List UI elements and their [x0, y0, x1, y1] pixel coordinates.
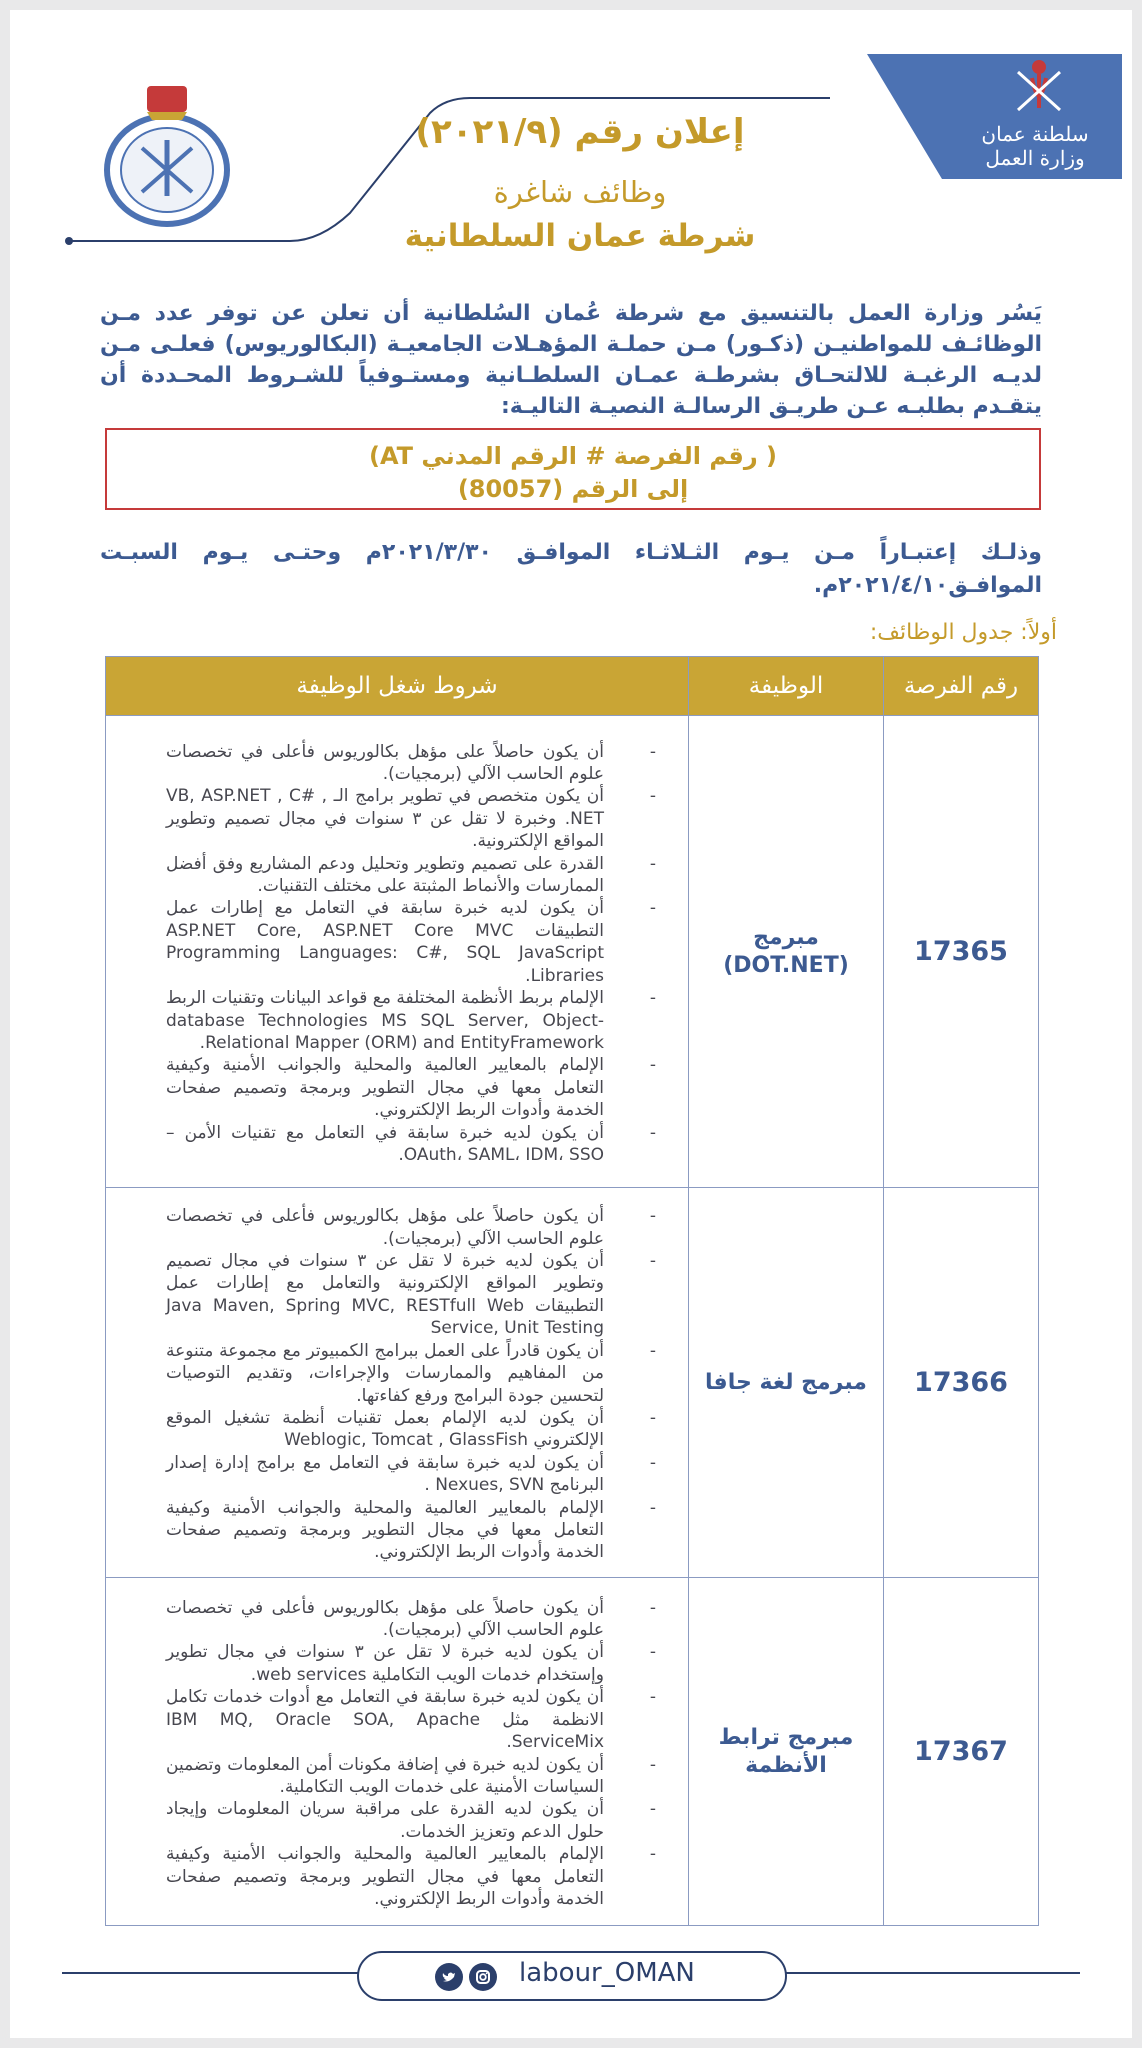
- job-requirements: [106, 716, 689, 1188]
- social-handle-pill[interactable]: [357, 1951, 787, 2001]
- requirement-item: - أن يكون متخصص في تطوير برامج الـ VB, ASP.NET , C# , .NET وخبرة لا تقل عن ٣ سنوات في مجال تصميم وتطوير المواقع الإلكترونية.: [166, 785, 626, 852]
- requirement-item: - أن يكون لديه خبرة سابقة في التعامل مع إطارات عمل التطبيقات ASP.NET Core, ASP.NET Core MVC Programming Languages: C#, SQL JavaScript Libraries.: [166, 897, 626, 987]
- requirement-item: - الإلمام بالمعايير العالمية والمحلية والجوانب الأمنية وكيفية التعامل معها في مجال التطوير وبرمجة وتصميم صفحات الخدمة وأدوات الربط الإلكتروني.: [166, 1054, 626, 1121]
- requirement-item: - أن يكون قادراً على العمل ببرامج الكمبيوتر مع مجموعة متنوعة من المفاهيم والممارسات والإجراءات، وتقديم التوصيات لتحسين جودة البرامج ورفع كفاءتها.: [166, 1340, 626, 1407]
- table-row: [106, 1188, 1039, 1578]
- opportunity-number: 17366: [884, 1188, 1039, 1578]
- requirement-item: - أن يكون لديه خبرة لا تقل عن ٣ سنوات في مجال تصميم وتطوير المواقع الإلكترونية والتعامل مع إطارات عمل التطبيقات Java Maven, Spring MVC, RESTfull Web Service, Unit Testing: [166, 1250, 626, 1340]
- requirement-item: - أن يكون لديه خبرة لا تقل عن ٣ سنوات في مجال تطوير وإستخدام خدمات الويب التكاملية web services.: [166, 1641, 626, 1686]
- requirement-item: - أن يكون لديه الإلمام بعمل تقنيات أنظمة تشغيل الموقع الإلكتروني Weblogic, Tomcat , GlassFish: [166, 1407, 626, 1452]
- requirement-item: - أن يكون لديه خبرة سابقة في التعامل مع أدوات خدمات تكامل الانظمة مثل IBM MQ, Oracle SOA, Apache ServiceMix.: [166, 1686, 626, 1753]
- ministry-name: سلطنة عمان وزارة العمل: [981, 122, 1089, 170]
- sms-number: إلى الرقم (80057): [457, 475, 689, 503]
- requirement-item: - الإلمام بالمعايير العالمية والمحلية والجوانب الأمنية وكيفية التعامل معها في مجال التطوير وبرمجة وتصميم صفحات الخدمة وأدوات الربط الإلكتروني.: [166, 1497, 626, 1564]
- header-opportunity-number: رقم الفرصة: [884, 657, 1039, 716]
- requirement-item: - أن يكون لديه خبرة في إضافة مكونات أمن المعلومات وتضمين السياسات الأمنية على خدمات الويب التكاملية.: [166, 1754, 626, 1799]
- requirement-item: - أن يكون لديه القدرة على مراقبة سريان المعلومات وإيجاد حلول الدعم وتعزيز الخدمات.: [166, 1798, 626, 1843]
- header-requirements: شروط شغل الوظيفة: [106, 657, 689, 716]
- instagram-icon[interactable]: [469, 1963, 497, 1991]
- job-title: مبرمج (DOT.NET): [689, 716, 884, 1188]
- job-title: مبرمج ترابط الأنظمة: [689, 1578, 884, 1926]
- header-job: الوظيفة: [689, 657, 884, 716]
- table-header-row: [106, 657, 1039, 716]
- sms-instruction-box: [105, 428, 1041, 510]
- requirement-item: - أن يكون حاصلاً على مؤهل بكالوريوس فأعلى في تخصصات علوم الحاسب الآلي (برمجيات).: [166, 741, 626, 786]
- social-handle[interactable]: labour_OMAN: [519, 1958, 695, 1988]
- police-emblem-icon: [92, 78, 242, 228]
- announcement-title: إعلان رقم (٢٠٢١/٩): [415, 112, 745, 152]
- requirement-item: - أن يكون لديه خبرة سابقة في التعامل مع برامج إدارة إصدار البرنامج Nexues, SVN .: [166, 1452, 626, 1497]
- jobs-table-heading: أولاً: جدول الوظائف:: [869, 620, 1057, 645]
- organization-name: شرطة عمان السلطانية: [404, 218, 756, 254]
- requirement-item: - القدرة على تصميم وتطوير وتحليل ودعم المشاريع وفق أفضل الممارسات والأنماط المثبتة على مختلف التقنيات.: [166, 853, 626, 898]
- requirement-item: - أن يكون حاصلاً على مؤهل بكالوريوس فأعلى في تخصصات علوم الحاسب الآلي (برمجيات).: [166, 1597, 626, 1642]
- requirement-item: - أن يكون حاصلاً على مؤهل بكالوريوس فأعلى في تخصصات علوم الحاسب الآلي (برمجيات).: [166, 1205, 626, 1250]
- intro-paragraph: يَسُر وزارة العمل بالتنسيق مع شرطة عُمان السُلطانية أن تعلن عن توفر عدد مـن الوظائـف للمواطنيـن (ذكـور) مـن حملـة المؤهـلات الجامعيـة (البكالوريوس) فعلـى مـن لديـه الرغبـة للالتحـاق بشرطـة عمـان السلطـانية ومستـوفياً للشـروط المحـددة أن يتقـدم بطلبـه عـن طريـق الرسالـة النصيـة التاليـة:: [100, 301, 1042, 419]
- requirement-item: - أن يكون لديه خبرة سابقة في التعامل مع تقنيات الأمن – OAuth، SAML، IDM، SSO.: [166, 1122, 626, 1167]
- requirement-item: - الإلمام بربط الأنظمة المختلفة مع قواعد البيانات وتقنيات الربط database Technologies MS SQL Server, Object-Relational Mapper (ORM) and EntityFramework.: [166, 987, 626, 1054]
- opportunity-number: 17365: [884, 716, 1039, 1188]
- job-requirements: [106, 1188, 689, 1578]
- application-dates: وذلـك إعتبـاراً مـن يـوم الثـلاثـاء الموافـق ٢٠٢١/٣/٣٠م وحتـى يـوم السبـت الموافـق٢٠٢١/٤/١٠م.: [100, 540, 1042, 598]
- jobs-table: [105, 656, 1039, 1926]
- job-title: مبرمج لغة جافا: [689, 1188, 884, 1578]
- sms-format: ( رقم الفرصة # الرقم المدني AT): [369, 442, 777, 470]
- opportunity-number: 17367: [884, 1578, 1039, 1926]
- announcement-subtitle: وظائف شاغرة: [493, 175, 667, 209]
- job-requirements: [106, 1578, 689, 1926]
- table-row: [106, 716, 1039, 1188]
- requirement-item: - الإلمام بالمعايير العالمية والمحلية والجوانب الأمنية وكيفية التعامل معها في مجال التطوير وبرمجة وتصميم صفحات الخدمة وأدوات الربط الإلكتروني.: [166, 1843, 626, 1910]
- twitter-icon[interactable]: [435, 1963, 463, 1991]
- table-row: [106, 1578, 1039, 1926]
- khanjar-emblem-icon: [1012, 58, 1066, 120]
